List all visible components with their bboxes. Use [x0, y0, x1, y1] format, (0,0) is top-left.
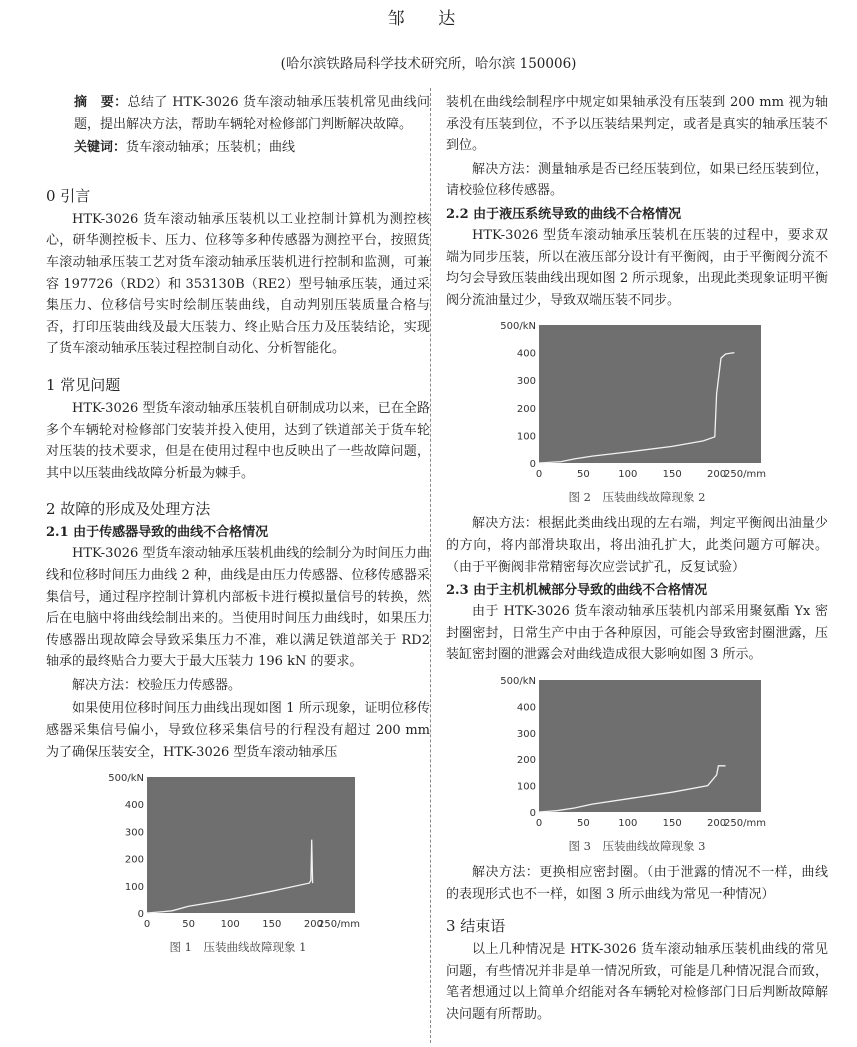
- x-tick-label: 150: [262, 919, 282, 931]
- x-tick-label: 0: [143, 919, 151, 931]
- y-tick-label: 200: [124, 854, 144, 866]
- abstract-label: 摘 要：: [74, 95, 128, 110]
- x-tick-label: 250/mm: [318, 919, 360, 931]
- x-tick-label: 50: [577, 469, 590, 481]
- x-tick-label: 100: [220, 919, 240, 931]
- figure-3-caption: 图 3 压装曲线故障现象 3: [568, 838, 706, 853]
- x-tick-label: 100: [618, 469, 638, 481]
- x-tick-label: 250/mm: [724, 817, 766, 829]
- section-1-text: HTK-3026 型货车滚动轴承压装机自研制成功以来，已在全路多个车辆轮对检修部门安装并投入使用，达到了铁道部关于货车轮对压装的技术要求，但是在使用过程中也反映出了一些故障问题，其中以压装曲线故障分析最为棘手。: [46, 400, 430, 481]
- y-tick-label: 300: [124, 827, 144, 839]
- author-affiliation: (哈尔滨铁路局科学技术研究所，哈尔滨 150006): [280, 56, 577, 72]
- plot-background: [539, 325, 761, 463]
- figure-3: [446, 672, 828, 854]
- figure-2: [446, 317, 828, 505]
- y-tick-label: 200: [516, 755, 536, 767]
- x-tick-label: 150: [662, 817, 682, 829]
- section-2-2-solution: 解决方法：根据此类曲线出现的左右端，判定平衡阀出油量少的方向，将内部滑块取出，将出油孔扩大，此类问题方可解决。（由于平衡阀非常精密每次应尝试扩孔，反复试验）: [446, 516, 828, 575]
- section-2-1-title: 2.1 由于传感器导致的曲线不合格情况: [46, 525, 269, 541]
- y-tick-label: 300: [516, 376, 536, 388]
- x-tick-label: 200: [303, 919, 323, 931]
- figure-1-caption: 图 1 压装曲线故障现象 1: [169, 940, 307, 955]
- section-3-title: 3 结束语: [446, 917, 506, 936]
- figure-1-chart: [108, 769, 363, 935]
- section-2-3-title: 2.3 由于主机机械部分导致的曲线不合格情况: [446, 583, 708, 599]
- y-tick-label: 500/kN: [108, 773, 144, 785]
- figure-1: [46, 769, 430, 955]
- left-column: [46, 92, 430, 955]
- y-tick-label: 500/kN: [500, 321, 536, 333]
- y-tick-label: 100: [516, 431, 536, 443]
- abstract: [46, 92, 430, 159]
- y-tick-label: 300: [516, 728, 536, 740]
- x-tick-label: 150: [662, 469, 682, 481]
- section-2-1-solution-2: 解决方法：测量轴承是否已经压装到位，如果已经压装到位，请校验位移传感器。: [446, 161, 828, 199]
- y-tick-label: 400: [516, 702, 536, 714]
- x-tick-label: 250/mm: [724, 469, 766, 481]
- y-tick-label: 0: [529, 459, 536, 471]
- section-2-3-text: 由于 HTK-3026 货车滚动轴承压装机内部采用聚氨酯 Yx 密封圈密封，日常生产中由于各种原因，可能会导致密封圈泄露，压装缸密封圈的泄露会对曲线造成很大影响如图 3 所示。: [446, 604, 828, 663]
- section-2-1-solution: 解决方法：校验压力传感器。: [72, 677, 242, 693]
- keywords-label: 关键词：: [74, 140, 127, 156]
- y-tick-label: 400: [124, 800, 144, 812]
- section-0-title: 0 引言: [46, 186, 91, 205]
- y-tick-label: 100: [124, 882, 144, 894]
- y-tick-label: 500/kN: [500, 675, 536, 687]
- x-tick-label: 50: [182, 919, 195, 931]
- plot-background: [147, 777, 355, 913]
- keywords-text: 货车滚动轴承；压装机；曲线: [126, 140, 296, 156]
- author-name: 邹 达: [387, 9, 470, 29]
- section-2-2-text: HTK-3026 型货车滚动轴承压装机在压装的过程中，要求双端为同步压装，所以在液压部分设计有平衡阀，由于平衡阀分流不均匀会导致压装曲线出现如图 2 所示现象，出现此类现象证明平衡阀分流油量过少，导致双端压装不同步。: [446, 227, 828, 308]
- figure-3-chart: [500, 672, 769, 834]
- section-2-1-continued: 装机在曲线绘制程序中规定如果轴承没有压装到 200 mm 视为轴承没有压装到位，不予以压装结果判定，或者是真实的轴承压装不到位。: [446, 95, 828, 154]
- section-1-title: 1 常见问题: [46, 375, 121, 394]
- x-tick-label: 100: [618, 817, 638, 829]
- figure-2-caption: 图 2 压装曲线故障现象 2: [568, 490, 706, 505]
- section-2-2-title: 2.2 由于液压系统导致的曲线不合格情况: [446, 206, 682, 222]
- y-tick-label: 100: [516, 781, 536, 793]
- y-tick-label: 0: [529, 807, 536, 819]
- x-tick-label: 200: [707, 469, 727, 481]
- plot-background: [539, 680, 761, 812]
- column-divider: [430, 88, 431, 1043]
- figure-2-chart: [500, 317, 769, 485]
- y-tick-label: 200: [516, 404, 536, 416]
- section-0-text: HTK-3026 货车滚动轴承压装机以工业控制计算机为测控核心，研华测控板卡、压力、位移等多种传感器为测控平台，按照货车滚动轴承压装工艺对货车滚动轴承压装机进行控制和监测，可兼容 197726（RD2）和 353130B（RE2）型号轴承压装，通过采集压力、位移信号实时绘制压装曲线，自动判别压装质量合格与否，打印压装曲线及最大压装力、终止贴合压力及压装结论，实现了货车滚动轴承压装过程控制自动化、分析智能化。: [46, 211, 430, 357]
- section-3-text: 以上几种情况是 HTK-3026 货车滚动轴承压装机曲线的常见问题，有些情况并非是单一情况所致，可能是几种情况混合而致，笔者想通过以上简单介绍能对各车辆轮对检修部门日后判断故障解决问题有所帮助。: [446, 942, 828, 1022]
- y-tick-label: 400: [516, 348, 536, 360]
- x-tick-label: 200: [707, 817, 727, 829]
- abstract-text: 总结了 HTK-3026 货车滚动轴承压装机常见曲线问题，提出解决方法，帮助车辆轮对检修部门判断解决故障。: [74, 95, 430, 132]
- y-tick-label: 0: [137, 909, 144, 921]
- x-tick-label: 0: [535, 817, 543, 829]
- section-2-title: 2 故障的形成及处理方法: [46, 500, 211, 519]
- right-column: [446, 92, 828, 1027]
- section-2-1-text-2: 如果使用位移时间压力曲线出现如图 1 所示现象，证明位移传感器采集信号偏小，导致位移采集信号的行程没有超过 200 mm 为了确保压装安全，HTK-3026 型货车滚动轴承压: [46, 701, 430, 760]
- x-tick-label: 0: [535, 469, 543, 481]
- section-2-3-solution: 解决方法：更换相应密封圈。（由于泄露的情况不一样，曲线的表现形式也不一样，如图 3 所示曲线为常见一种情况）: [446, 864, 828, 902]
- section-2-1-text: HTK-3026 型货车滚动轴承压装机曲线的绘制分为时间压力曲线和位移时间压力曲线 2 种，曲线是由压力传感器、位移传感器采集信号，通过程序控制计算机内部板卡进行模拟量信号的转换，然后在电脑中将曲线绘制出来的。当使用时间压力曲线时，如果压力传感器出现故障会导致采集压力不准，难以满足铁道部关于 RD2 轴承的最终贴合力要大于最大压装力 196 kN 的要求。: [46, 546, 430, 670]
- x-tick-label: 50: [577, 817, 590, 829]
